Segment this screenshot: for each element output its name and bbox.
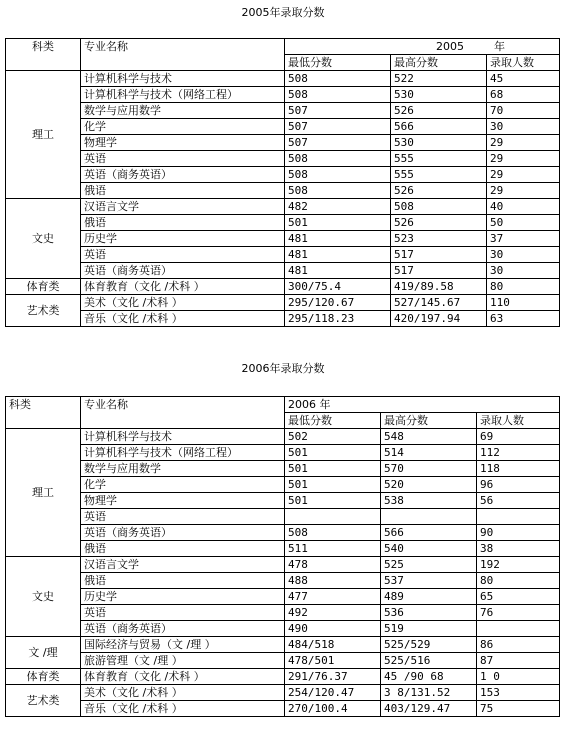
category-cell: 体育类: [6, 279, 81, 295]
major-cell: 计算机科学与技术: [81, 429, 285, 445]
major-cell: 俄语: [81, 573, 285, 589]
major-cell: 物理学: [81, 135, 285, 151]
table-row: [6, 87, 560, 103]
min-score-cell: 270/100.4: [285, 701, 381, 717]
major-cell: 体育教育（文化 /术科 ）: [81, 279, 285, 295]
table-2005-caption: 2005年录取分数: [241, 6, 325, 19]
count-cell: 29: [487, 167, 560, 183]
header-max: 最高分数: [381, 413, 477, 429]
table-row: [6, 199, 560, 215]
min-score-cell: 502: [285, 429, 381, 445]
table-row: [6, 215, 560, 231]
major-cell: 汉语言文学: [81, 557, 285, 573]
max-score-cell: 514: [381, 445, 477, 461]
table-row: [6, 183, 560, 199]
count-cell: 38: [477, 541, 560, 557]
count-cell: 112: [477, 445, 560, 461]
count-cell: 29: [487, 183, 560, 199]
major-cell: 美术（文化 /术科 ）: [81, 685, 285, 701]
table-row: [6, 311, 560, 327]
header-year: [285, 39, 560, 55]
max-score-cell: 527/145.67: [391, 295, 487, 311]
max-score-cell: 3 8/131.52: [381, 685, 477, 701]
table-row: [6, 279, 560, 295]
table-row: [6, 247, 560, 263]
min-score-cell: [285, 509, 381, 525]
count-cell: 30: [487, 247, 560, 263]
min-score-cell: 508: [285, 87, 391, 103]
header-year-value: 2005: [436, 40, 464, 53]
table-row: [6, 589, 560, 605]
header-count: 录取人数: [477, 413, 560, 429]
header-row-top: [6, 397, 560, 413]
admission-table-2006: [5, 396, 560, 717]
count-cell: 30: [487, 119, 560, 135]
table-row: [6, 509, 560, 525]
min-score-cell: 492: [285, 605, 381, 621]
min-score-cell: 478: [285, 557, 381, 573]
max-score-cell: 525/516: [381, 653, 477, 669]
count-cell: 153: [477, 685, 560, 701]
major-cell: 数学与应用数学: [81, 103, 285, 119]
count-cell: 63: [487, 311, 560, 327]
count-cell: 75: [477, 701, 560, 717]
count-cell: 29: [487, 151, 560, 167]
max-score-cell: 566: [381, 525, 477, 541]
major-cell: 历史学: [81, 589, 285, 605]
max-score-cell: 537: [381, 573, 477, 589]
table-row: [6, 557, 560, 573]
min-score-cell: 295/120.67: [285, 295, 391, 311]
table-row: [6, 637, 560, 653]
major-cell: 英语: [81, 509, 285, 525]
max-score-cell: 536: [381, 605, 477, 621]
table-row: [6, 653, 560, 669]
max-score-cell: 570: [381, 461, 477, 477]
table-row: [6, 263, 560, 279]
major-cell: 历史学: [81, 231, 285, 247]
header-year: 2006 年: [285, 397, 560, 413]
category-cell: 文 /理: [6, 637, 81, 669]
max-score-cell: 517: [391, 247, 487, 263]
header-category: 科类: [6, 39, 81, 71]
major-cell: 国际经济与贸易（文 /理 ）: [81, 637, 285, 653]
count-cell: 118: [477, 461, 560, 477]
major-cell: 英语（商务英语）: [81, 167, 285, 183]
count-cell: 80: [487, 279, 560, 295]
min-score-cell: 490: [285, 621, 381, 637]
min-score-cell: 507: [285, 135, 391, 151]
min-score-cell: 508: [285, 525, 381, 541]
max-score-cell: 555: [391, 151, 487, 167]
table-row: [6, 167, 560, 183]
max-score-cell: 420/197.94: [391, 311, 487, 327]
min-score-cell: 501: [285, 445, 381, 461]
major-cell: 俄语: [81, 215, 285, 231]
table-row: [6, 119, 560, 135]
max-score-cell: 508: [391, 199, 487, 215]
count-cell: 50: [487, 215, 560, 231]
major-cell: 计算机科学与技术: [81, 71, 285, 87]
header-min: 最低分数: [285, 55, 391, 71]
table-2006-caption: 2006年录取分数: [241, 362, 325, 375]
min-score-cell: 481: [285, 263, 391, 279]
count-cell: 70: [487, 103, 560, 119]
min-score-cell: 508: [285, 183, 391, 199]
min-score-cell: 254/120.47: [285, 685, 381, 701]
count-cell: 30: [487, 263, 560, 279]
max-score-cell: 517: [391, 263, 487, 279]
max-score-cell: 519: [381, 621, 477, 637]
category-cell: 理工: [6, 71, 81, 199]
count-cell: 29: [487, 135, 560, 151]
count-cell: [477, 621, 560, 637]
major-cell: 计算机科学与技术（网络工程）: [81, 445, 285, 461]
major-cell: 音乐（文化 /术科 ）: [81, 311, 285, 327]
max-score-cell: 566: [391, 119, 487, 135]
category-cell: 文史: [6, 199, 81, 279]
min-score-cell: 295/118.23: [285, 311, 391, 327]
min-score-cell: 507: [285, 119, 391, 135]
count-cell: 87: [477, 653, 560, 669]
max-score-cell: 419/89.58: [391, 279, 487, 295]
table-row: [6, 573, 560, 589]
table-row: [6, 71, 560, 87]
count-cell: 76: [477, 605, 560, 621]
min-score-cell: 501: [285, 493, 381, 509]
header-major: 专业名称: [81, 39, 285, 71]
count-cell: 37: [487, 231, 560, 247]
max-score-cell: 538: [381, 493, 477, 509]
max-score-cell: 45 /90 68: [381, 669, 477, 685]
table-row: [6, 135, 560, 151]
table-row: [6, 231, 560, 247]
table-row: [6, 685, 560, 701]
max-score-cell: 530: [391, 87, 487, 103]
header-category: 科类: [6, 397, 81, 429]
table-row: [6, 493, 560, 509]
category-cell: 体育类: [6, 669, 81, 685]
header-min: 最低分数: [285, 413, 381, 429]
count-cell: 96: [477, 477, 560, 493]
max-score-cell: 526: [391, 215, 487, 231]
major-cell: 英语（商务英语）: [81, 525, 285, 541]
major-cell: 数学与应用数学: [81, 461, 285, 477]
table-row: [6, 621, 560, 637]
min-score-cell: 482: [285, 199, 391, 215]
min-score-cell: 508: [285, 167, 391, 183]
min-score-cell: 484/518: [285, 637, 381, 653]
table-row: [6, 103, 560, 119]
max-score-cell: 548: [381, 429, 477, 445]
count-cell: 69: [477, 429, 560, 445]
admission-table-2005: [5, 38, 560, 327]
count-cell: 80: [477, 573, 560, 589]
count-cell: 68: [487, 87, 560, 103]
major-cell: 化学: [81, 119, 285, 135]
header-max: 最高分数: [391, 55, 487, 71]
major-cell: 体育教育（文化 /术科 ）: [81, 669, 285, 685]
major-cell: 旅游管理（文 /理 ）: [81, 653, 285, 669]
min-score-cell: 507: [285, 103, 391, 119]
count-cell: 1 0: [477, 669, 560, 685]
major-cell: 音乐（文化 /术科 ）: [81, 701, 285, 717]
major-cell: 美术（文化 /术科 ）: [81, 295, 285, 311]
category-cell: 艺术类: [6, 685, 81, 717]
min-score-cell: 501: [285, 215, 391, 231]
table-row: [6, 541, 560, 557]
max-score-cell: 525: [381, 557, 477, 573]
table-row: [6, 151, 560, 167]
category-cell: 艺术类: [6, 295, 81, 327]
table-row: [6, 445, 560, 461]
count-cell: 192: [477, 557, 560, 573]
count-cell: 86: [477, 637, 560, 653]
max-score-cell: 522: [391, 71, 487, 87]
min-score-cell: 481: [285, 247, 391, 263]
min-score-cell: 488: [285, 573, 381, 589]
major-cell: 英语: [81, 247, 285, 263]
max-score-cell: [381, 509, 477, 525]
count-cell: 110: [487, 295, 560, 311]
major-cell: 英语（商务英语）: [81, 621, 285, 637]
min-score-cell: 508: [285, 151, 391, 167]
header-major: 专业名称: [81, 397, 285, 429]
min-score-cell: 478/501: [285, 653, 381, 669]
count-cell: 90: [477, 525, 560, 541]
max-score-cell: 520: [381, 477, 477, 493]
min-score-cell: 477: [285, 589, 381, 605]
category-cell: 文史: [6, 557, 81, 637]
table-row: [6, 477, 560, 493]
table-row: [6, 525, 560, 541]
count-cell: [477, 509, 560, 525]
min-score-cell: 291/76.37: [285, 669, 381, 685]
category-cell: 理工: [6, 429, 81, 557]
max-score-cell: 489: [381, 589, 477, 605]
max-score-cell: 555: [391, 167, 487, 183]
max-score-cell: 530: [391, 135, 487, 151]
min-score-cell: 481: [285, 231, 391, 247]
min-score-cell: 508: [285, 71, 391, 87]
table-row: [6, 429, 560, 445]
count-cell: 56: [477, 493, 560, 509]
major-cell: 英语（商务英语）: [81, 263, 285, 279]
count-cell: 65: [477, 589, 560, 605]
major-cell: 物理学: [81, 493, 285, 509]
major-cell: 俄语: [81, 541, 285, 557]
count-cell: 40: [487, 199, 560, 215]
min-score-cell: 511: [285, 541, 381, 557]
count-cell: 45: [487, 71, 560, 87]
major-cell: 英语: [81, 151, 285, 167]
table-row: [6, 295, 560, 311]
table-row: [6, 701, 560, 717]
min-score-cell: 300/75.4: [285, 279, 391, 295]
max-score-cell: 526: [391, 103, 487, 119]
max-score-cell: 540: [381, 541, 477, 557]
table-row: [6, 669, 560, 685]
header-count: 录取人数: [487, 55, 560, 71]
min-score-cell: 501: [285, 461, 381, 477]
max-score-cell: 526: [391, 183, 487, 199]
header-row-top: [6, 39, 560, 55]
table-row: [6, 605, 560, 621]
major-cell: 计算机科学与技术（网络工程）: [81, 87, 285, 103]
major-cell: 英语: [81, 605, 285, 621]
max-score-cell: 403/129.47: [381, 701, 477, 717]
major-cell: 汉语言文学: [81, 199, 285, 215]
header-year-suffix: 年: [494, 40, 505, 53]
min-score-cell: 501: [285, 477, 381, 493]
max-score-cell: 523: [391, 231, 487, 247]
max-score-cell: 525/529: [381, 637, 477, 653]
major-cell: 俄语: [81, 183, 285, 199]
table-row: [6, 461, 560, 477]
major-cell: 化学: [81, 477, 285, 493]
